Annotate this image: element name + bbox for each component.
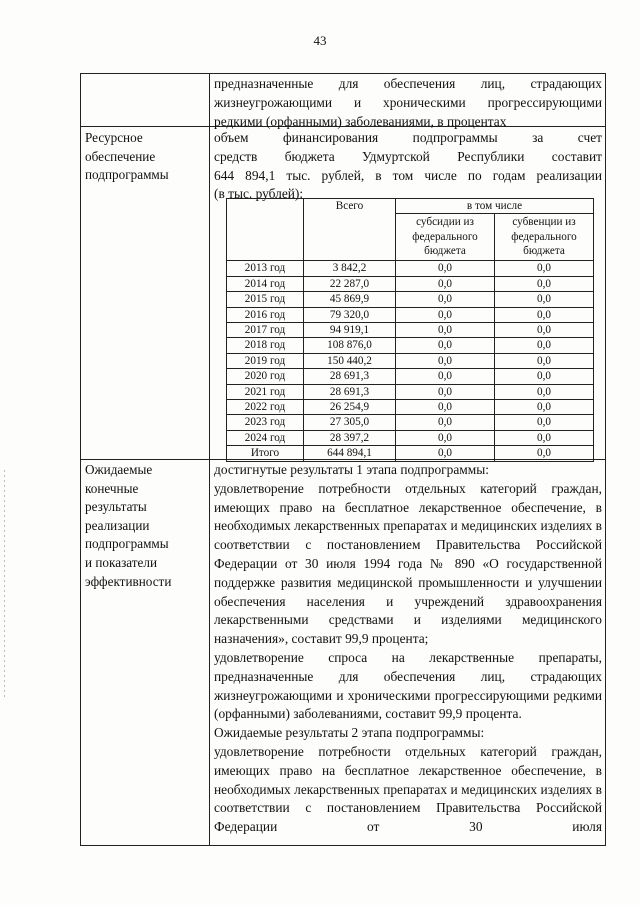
row1-line: предназначенные для обеспечения лиц, страдающих	[214, 76, 602, 91]
cell-sub1: 0,0	[396, 369, 495, 384]
cell-year: 2023 год	[227, 415, 304, 430]
row1-text	[214, 75, 602, 131]
cell-sub2: 0,0	[495, 292, 594, 307]
cell-sub1: 0,0	[396, 276, 495, 291]
cell-sub1: 0,0	[396, 307, 495, 322]
label-line: обеспечение	[85, 148, 156, 164]
cell-sub2: 0,0	[495, 261, 594, 276]
cell-sub1: 0,0	[396, 323, 495, 338]
funding-text	[214, 129, 602, 204]
cell-year: 2016 год	[227, 307, 304, 322]
funding-line: средств бюджета Удмуртской Республики составит	[214, 148, 602, 164]
funding-line: 644 894,1 тыс. рублей, в том числе по годам реализации	[214, 167, 602, 183]
table-row	[227, 261, 594, 276]
table-row	[227, 353, 594, 368]
cell-year: 2021 год	[227, 384, 304, 399]
cell-sub2: 0,0	[495, 353, 594, 368]
cell-year: 2018 год	[227, 338, 304, 353]
cell-year: 2019 год	[227, 353, 304, 368]
cell-sub2: 0,0	[495, 323, 594, 338]
page-number: 43	[313, 33, 327, 48]
label-line: Ресурсное	[85, 130, 143, 145]
cell-year: Итого	[227, 446, 304, 461]
cell-total: 94 919,1	[304, 323, 396, 338]
cell-total: 27 305,0	[304, 415, 396, 430]
label-line: реализации	[85, 517, 150, 533]
subsidies-header: субсидии из федерального бюджета	[396, 214, 495, 261]
cell-total: 28 691,3	[304, 384, 396, 399]
cell-total: 150 440,2	[304, 353, 396, 368]
row1-line: редкими (орфанными) заболеваниями, в процентах	[214, 113, 507, 129]
cell-total: 22 287,0	[304, 276, 396, 291]
results-paragraph: удовлетворение потребности отдельных категорий граждан, имеющих право на бесплатное лекарственное обеспечение, в необходимых лекарственных препаратах и медицинских изделиях в соответствии с постановлением Правительства Российской Федерации от 30 июля	[214, 743, 602, 835]
label-line: подпрограммы	[85, 536, 169, 552]
cell-sub1: 0,0	[396, 338, 495, 353]
cell-total: 644 894,1	[304, 446, 396, 461]
cell-sub1: 0,0	[396, 384, 495, 399]
cell-sub2: 0,0	[495, 400, 594, 415]
results-paragraph: удовлетворение потребности отдельных категорий граждан, имеющих право на бесплатное лекарственное обеспечение, в необходимых лекарственных препаратах и медицинских изделиях в соответствии с постановлением Правительства Российской Федерации от 30 июля 1994 года № 890 «О государственной поддержке развития медицинской промышленности и улучшении обеспечения населения и учреждений здравоохранения лекарственными средствами и изделиями медицинского назначения», составит 99,9 процента;	[214, 480, 602, 647]
cell-total: 28 691,3	[304, 369, 396, 384]
results-heading: Ожидаемые результаты 2 этапа подпрограммы:	[214, 725, 485, 741]
cell-sub1: 0,0	[396, 292, 495, 307]
label-line: Ожидаемые	[85, 462, 153, 477]
cell-sub2: 0,0	[495, 338, 594, 353]
cell-sub1: 0,0	[396, 353, 495, 368]
results-label	[85, 461, 205, 591]
cell-total: 45 869,9	[304, 292, 396, 307]
cell-total: 3 842,2	[304, 261, 396, 276]
cell-year: 2017 год	[227, 323, 304, 338]
table-row	[227, 369, 594, 384]
cell-year: 2015 год	[227, 292, 304, 307]
cell-sub2: 0,0	[495, 446, 594, 461]
table-row	[227, 276, 594, 291]
cell-sub1: 0,0	[396, 446, 495, 461]
resource-label	[85, 129, 205, 185]
table-row	[227, 338, 594, 353]
funding-by-year-table	[226, 198, 594, 462]
cell-total: 28 397,2	[304, 430, 396, 445]
including-header: в том числе	[396, 199, 594, 214]
label-line: эффективности	[85, 573, 172, 589]
funding-line: (в тыс. рублей):	[214, 186, 304, 202]
cell-sub2: 0,0	[495, 369, 594, 384]
cell-year: 2022 год	[227, 400, 304, 415]
table-row	[227, 446, 594, 461]
row1-line: жизнеугрожающими и хроническими прогрессирующими	[214, 94, 602, 110]
table-header-row	[227, 199, 594, 214]
subventions-header: субвенции из федерального бюджета	[495, 214, 594, 261]
results-paragraph: удовлетворение спроса на лекарственные препараты, предназначенные для обеспечения лиц, страдающих жизнеугрожающими и хроническими прогрессирующими редкими (орфанными) заболеваниями, составит 99,9 процента.	[214, 649, 602, 722]
table-row	[227, 292, 594, 307]
cell-total: 79 320,0	[304, 307, 396, 322]
cell-sub2: 0,0	[495, 276, 594, 291]
table-row	[227, 323, 594, 338]
cell-sub2: 0,0	[495, 415, 594, 430]
cell-sub2: 0,0	[495, 384, 594, 399]
cell-year: 2024 год	[227, 430, 304, 445]
label-line: подпрограммы	[85, 167, 169, 183]
scan-margin-marks	[4, 470, 5, 700]
cell-sub2: 0,0	[495, 430, 594, 445]
table-row	[227, 384, 594, 399]
cell-sub1: 0,0	[396, 261, 495, 276]
cell-sub1: 0,0	[396, 430, 495, 445]
cell-sub2: 0,0	[495, 307, 594, 322]
label-line: результаты	[85, 499, 147, 515]
funding-line: объем финансирования подпрограммы за счет	[214, 130, 602, 145]
cell-year: 2020 год	[227, 369, 304, 384]
cell-year: 2013 год	[227, 261, 304, 276]
cell-sub1: 0,0	[396, 400, 495, 415]
cell-total: 26 254,9	[304, 400, 396, 415]
total-header: Всего	[304, 199, 396, 261]
results-heading: достигнутые результаты 1 этапа подпрограммы:	[214, 462, 489, 477]
table-row	[227, 415, 594, 430]
label-line: и показатели	[85, 554, 158, 570]
cell-sub1: 0,0	[396, 415, 495, 430]
table-row	[227, 307, 594, 322]
cell-year: 2014 год	[227, 276, 304, 291]
table-row	[227, 400, 594, 415]
table-row	[227, 430, 594, 445]
label-line: конечные	[85, 480, 139, 496]
results-text	[214, 461, 602, 837]
cell-total: 108 876,0	[304, 338, 396, 353]
year-header-cell	[227, 199, 304, 261]
